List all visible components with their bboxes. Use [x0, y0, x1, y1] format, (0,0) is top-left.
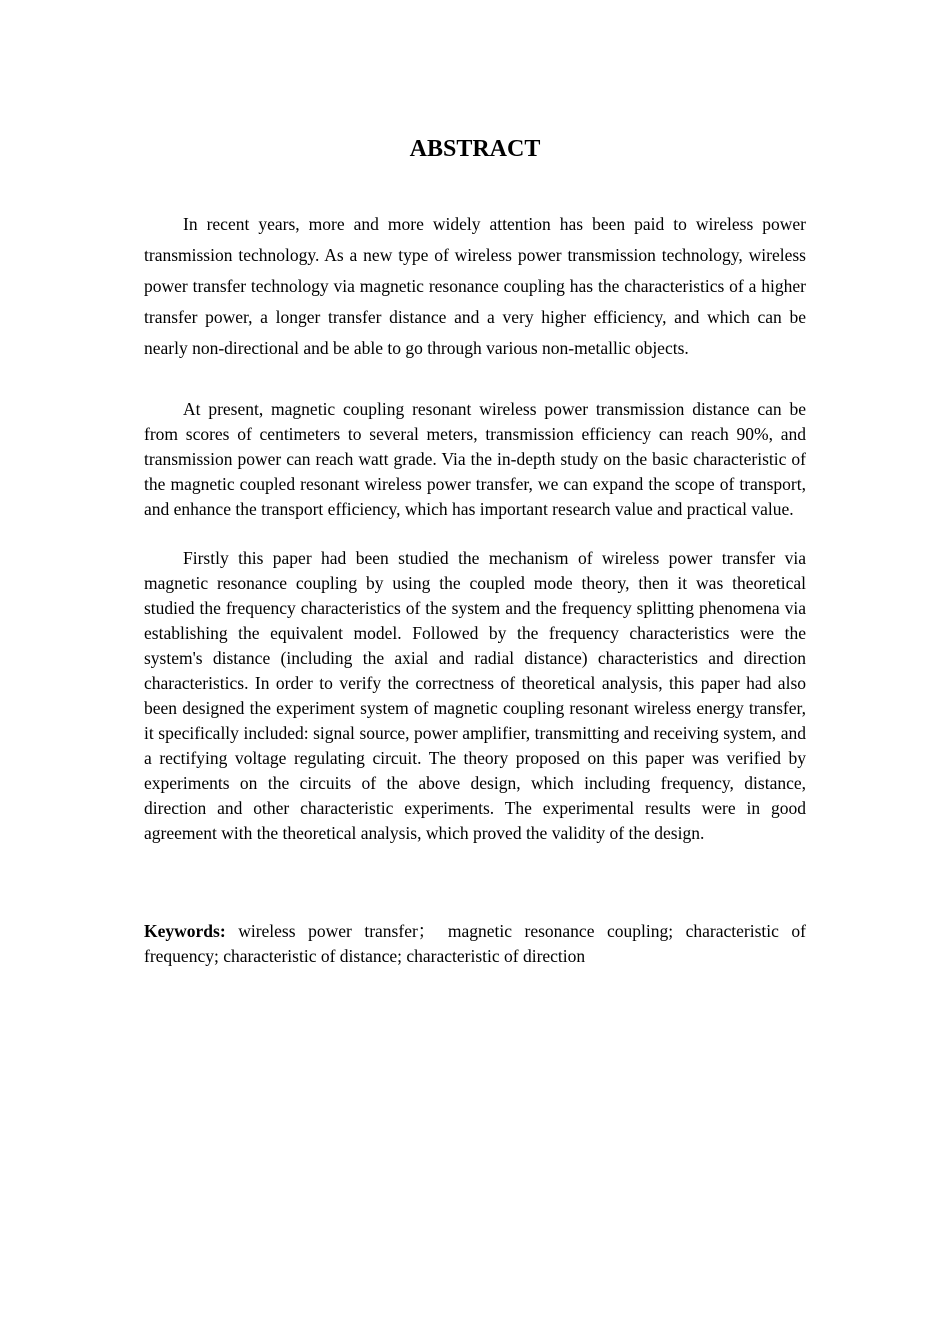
keywords-text: wireless power transfer； magnetic resonance coupling; characteristic of frequency; characteristic of distance; characteristic of direction — [144, 921, 807, 966]
abstract-paragraph-1: In recent years, more and more widely attention has been paid to wireless power transmission technology. As a new type of wireless power transmission technology, wireless power transfer technology via magnetic resonance coupling has the characteristics of a higher transfer power, a longer transfer distance and a very higher efficiency, and which can be nearly non-directional and be able to go through various non-metallic objects. — [144, 214, 806, 358]
keywords-label: Keywords: — [144, 921, 226, 941]
abstract-paragraph-2: At present, magnetic coupling resonant wireless power transmission distance can be from scores of centimeters to several meters, transmission efficiency can reach 90%, and transmission power can reach watt grade. Via the in-depth study on the basic characteristic of the magnetic coupled resonant wireless power transfer, we can expand the scope of transport, and enhance the transport efficiency, which has important research value and practical value. — [144, 399, 806, 519]
abstract-paragraph-3: Firstly this paper had been studied the mechanism of wireless power transfer via magnetic resonance coupling by using the coupled mode theory, then it was theoretical studied the frequency characteristics of the system and the frequency splitting phenomena via establishing the equivalent model. Followed by the frequency characteristics were the system's distance (including the axial and radial distance) characteristics and direction characteristics. In order to verify the correctness of theoretical analysis, this paper had also been designed the experiment system of magnetic coupling resonant wireless energy transfer, it specifically included: signal source, power amplifier, transmitting and receiving system, and a rectifying voltage regulating circuit. The theory proposed on this paper was verified by experiments on the circuits of the above design, which including frequency, distance, direction and other characteristic experiments. The experimental results were in good agreement with the theoretical analysis, which proved the validity of the design. — [144, 548, 806, 843]
keywords-line — [144, 919, 806, 969]
abstract-title: ABSTRACT — [409, 136, 541, 162]
